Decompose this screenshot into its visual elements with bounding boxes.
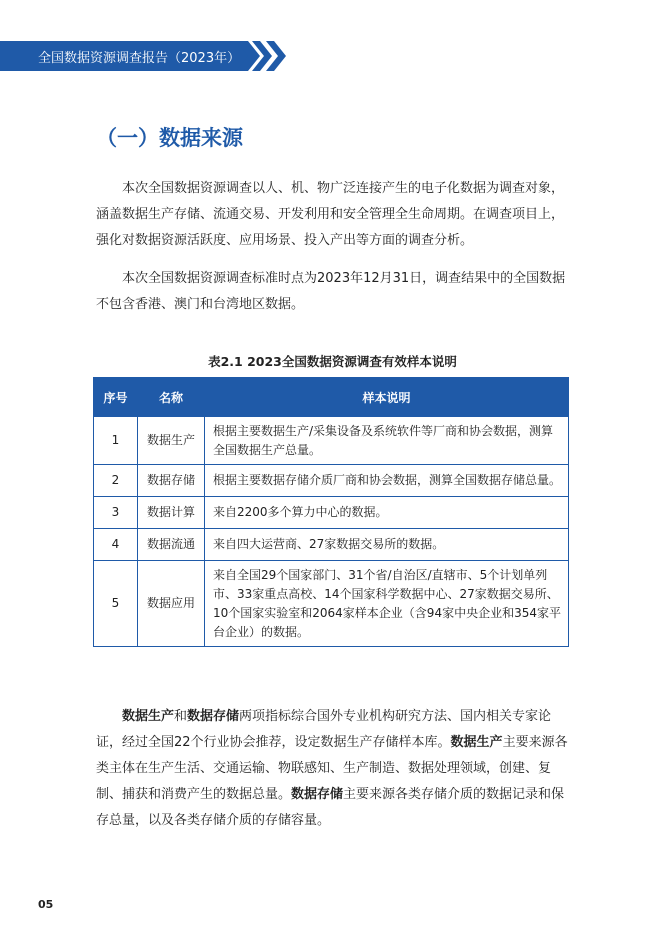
row-description: 根据主要数据存储介质厂商和协会数据，测算全国数据存储总量。	[205, 465, 569, 497]
term-data-production: 数据生产	[450, 735, 503, 750]
table-row	[94, 497, 569, 529]
row-description: 根据主要数据生产/采集设备及系统软件等厂商和协会数据，测算全国数据生产总量。	[205, 417, 569, 465]
column-header: 序号	[94, 378, 138, 417]
row-description: 来自全国29个国家部门、31个省/自治区/直辖市、5个计划单列市、33家重点高校、14个国家科学数据中心、27家数据交易所、10个国家实验室和2064家样本企业（含94家中央企业和354家平台企业）的数据。	[205, 561, 569, 647]
row-name: 数据生产	[138, 417, 205, 465]
table-row	[94, 417, 569, 465]
page-number: 05	[38, 898, 54, 911]
term-data-storage: 数据存储	[187, 709, 240, 724]
report-title: 全国数据资源调查报告（2023年）	[38, 51, 241, 66]
table-row	[94, 529, 569, 561]
row-name: 数据计算	[138, 497, 205, 529]
row-description: 来自2200多个算力中心的数据。	[205, 497, 569, 529]
table-header-row	[94, 378, 569, 417]
table-row	[94, 465, 569, 497]
table-caption: 表2.1 2023全国数据资源调查有效样本说明	[208, 354, 457, 369]
row-name: 数据存储	[138, 465, 205, 497]
header-stripes	[236, 41, 296, 71]
paragraph-intro: 本次全国数据资源调查以人、机、物广泛连接产生的电子化数据为调查对象，涵盖数据生产存储、流通交易、开发利用和安全管理全生命周期。在调查项目上，强化对数据资源活跃度、应用场景、投入产出等方面的调查分析。	[96, 181, 565, 248]
paragraph-text: 主要来源各类存储介质的数据记录和保存总量，以及各类存储介质的存储容量。	[96, 787, 565, 828]
paragraph-time-point: 本次全国数据资源调查标准时点为2023年12月31日，调查结果中的全国数据不包含香港、澳门和台湾地区数据。	[96, 271, 566, 312]
row-number: 4	[94, 529, 138, 561]
column-header: 名称	[138, 378, 205, 417]
paragraph-text: 两项指标综合国外专业机构研究方法、国内相关专家论证，经过全国22个行业协会推荐，设定数据生产存储样本库。	[96, 709, 552, 750]
paragraph-text: 主要来源各类主体在生产生活、交通运输、物联感知、生产制造、数据处理领域，创建、复制、捕获和消费产生的数据总量。	[96, 735, 568, 802]
row-number: 5	[94, 561, 138, 647]
row-name: 数据流通	[138, 529, 205, 561]
term-data-storage: 数据存储	[291, 787, 344, 802]
sample-table	[93, 377, 569, 647]
row-description: 来自四大运营商、27家数据交易所的数据。	[205, 529, 569, 561]
section-heading: （一）数据来源	[96, 126, 243, 150]
row-name: 数据应用	[138, 561, 205, 647]
row-number: 2	[94, 465, 138, 497]
table-row	[94, 561, 569, 647]
paragraph-text: 和	[174, 709, 188, 724]
column-header: 样本说明	[205, 378, 569, 417]
paragraph-production-storage	[96, 704, 574, 834]
term-data-production: 数据生产	[122, 709, 175, 724]
row-number: 3	[94, 497, 138, 529]
row-number: 1	[94, 417, 138, 465]
